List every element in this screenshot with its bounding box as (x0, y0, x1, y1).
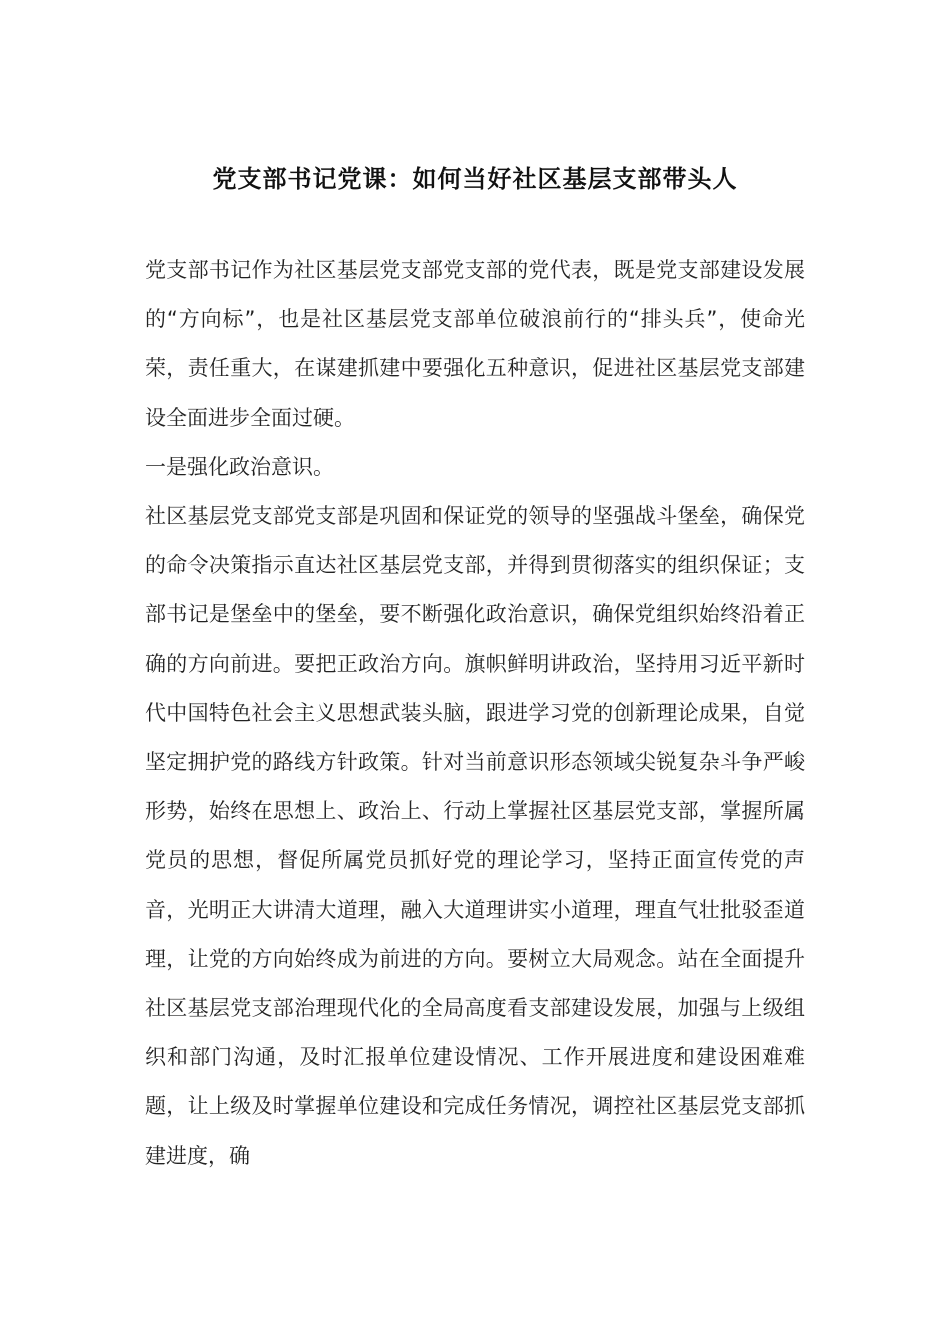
intro-paragraph: 党支部书记作为社区基层党支部党支部的党代表，既是党支部建设发展的“方向标”，也是社区基层党支部单位破浪前行的“排头兵”，使命光荣，责任重大，在谋建抓建中要强化五种意识，促进社区基层党支部建设全面进步全面过硬。 (145, 258, 805, 430)
document-title: 党支部书记党课：如何当好社区基层支部带头人 (212, 164, 738, 193)
political-awareness-paragraph: 社区基层党支部党支部是巩固和保证党的领导的坚强战斗堡垒，确保党的命令决策指示直达社区基层党支部，并得到贯彻落实的组织保证；支部书记是堡垒中的堡垒，要不断强化政治意识，确保党组织始终沿着正确的方向前进。要把正政治方向。旗帜鲜明讲政治，坚持用习近平新时代中国特色社会主义思想武装头脑，跟进学习党的创新理论成果，自觉坚定拥护党的路线方针政策。针对当前意识形态领域尖锐复杂斗争严峻形势，始终在思想上、政治上、行动上掌握社区基层党支部，掌握所属党员的思想，督促所属党员抓好党的理论学习，坚持正面宣传党的声音，光明正大讲清大道理，融入大道理讲实小道理，理直气壮批驳歪道理，让党的方向始终成为前进的方向。要树立大局观念。站在全面提升社区基层党支部治理现代化的全局高度看支部建设发展，加强与上级组织和部门沟通，及时汇报单位建设情况、工作开展进度和建设困难难题，让上级及时掌握单位建设和完成任务情况，调控社区基层党支部抓建进度，确 (145, 504, 805, 1168)
document-body (145, 246, 805, 1181)
section-heading-political-awareness: 一是强化政治意识。 (145, 454, 334, 479)
